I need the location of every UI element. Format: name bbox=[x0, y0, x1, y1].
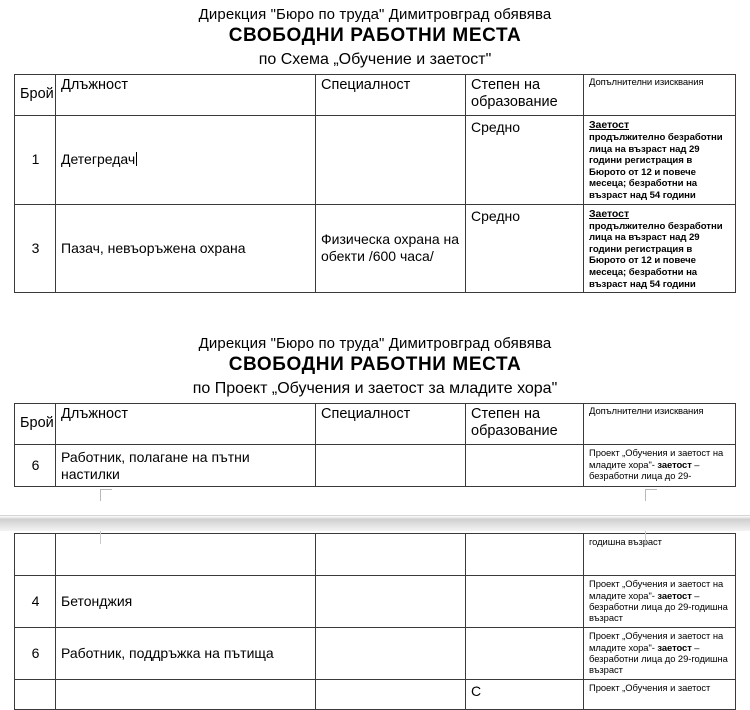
jobs-table-section-2 bbox=[14, 403, 736, 487]
cell-specialty bbox=[316, 445, 466, 487]
cell-specialty bbox=[316, 534, 466, 576]
requirement-text-bold: заетост bbox=[657, 641, 692, 653]
cell-count: 1 bbox=[15, 116, 56, 205]
column-header-position: Длъжност bbox=[56, 404, 316, 445]
column-header-requirements: Допълнителни изисквания bbox=[584, 75, 736, 116]
cell-requirements bbox=[584, 576, 736, 628]
cell-requirements bbox=[584, 628, 736, 680]
cell-position-text: Детегредач bbox=[61, 151, 136, 168]
cell-specialty bbox=[316, 628, 466, 680]
column-header-position: Длъжност bbox=[56, 75, 316, 116]
requirement-title: Заетост bbox=[589, 119, 630, 131]
cell-specialty: Физическа охрана на обекти /600 часа/ bbox=[316, 204, 466, 293]
cell-position bbox=[56, 680, 316, 710]
section-1-heading-line3: по Схема „Обучение и заетост" bbox=[258, 51, 492, 68]
section-2-heading-line2: СВОБОДНИ РАБОТНИ МЕСТА bbox=[228, 354, 522, 376]
crop-tick-top-left bbox=[100, 531, 101, 544]
section-1-heading bbox=[0, 0, 750, 74]
section-2-heading-line1: Дирекция "Бюро по труда" Димитровград обявява bbox=[198, 335, 552, 353]
table-header-row bbox=[15, 75, 736, 116]
cell-education bbox=[466, 576, 584, 628]
cell-count: 6 bbox=[15, 445, 56, 487]
cell-position bbox=[56, 534, 316, 576]
table-header-row bbox=[15, 404, 736, 445]
cell-education: С bbox=[466, 680, 584, 710]
column-header-count: Брой bbox=[15, 75, 56, 116]
section-1-heading-line1: Дирекция "Бюро по труда" Димитровград обявява bbox=[198, 6, 552, 23]
cell-requirements bbox=[584, 680, 736, 710]
cell-position: Работник, полагане на пътни настилки bbox=[56, 445, 316, 487]
jobs-table-section-1 bbox=[14, 74, 736, 293]
crop-tick-top-right bbox=[645, 531, 646, 544]
section-1-heading-line2: СВОБОДНИ РАБОТНИ МЕСТА bbox=[228, 25, 522, 46]
text-cursor-caret bbox=[136, 152, 137, 166]
column-header-count: Брой bbox=[15, 404, 56, 445]
cell-requirements bbox=[584, 116, 736, 205]
column-header-specialty: Специалност bbox=[316, 75, 466, 116]
column-header-education: Степен на образование bbox=[466, 75, 584, 116]
column-header-specialty: Специалност bbox=[316, 404, 466, 445]
requirement-text-before: Проект „Обучения и заетост на младите хора"- bbox=[589, 447, 724, 470]
cell-education bbox=[466, 534, 584, 576]
cell-education bbox=[466, 628, 584, 680]
table-row bbox=[15, 534, 736, 576]
cell-requirements bbox=[584, 204, 736, 293]
table-row bbox=[15, 628, 736, 680]
requirement-text-after: – безработни лица до 29- bbox=[589, 458, 700, 481]
cell-count: 3 bbox=[15, 204, 56, 293]
cell-position: Работник, поддръжка на пътища bbox=[56, 628, 316, 680]
cell-count: 4 bbox=[15, 576, 56, 628]
cell-requirements-continuation: годишна възраст bbox=[584, 534, 736, 576]
cell-specialty bbox=[316, 680, 466, 710]
requirement-text-bold: заетост bbox=[657, 589, 692, 601]
crop-mark-bottom-right bbox=[645, 489, 657, 501]
requirement-text-after: – безработни лица до 29-годишна възраст bbox=[589, 641, 728, 676]
requirement-body: продължително безработни лица на възраст над 29 години регистрация в Бюрото от 12 и повече месеца; безработни на възраст над 54 години bbox=[589, 220, 723, 290]
cell-specialty bbox=[316, 576, 466, 628]
requirement-text-before: Проект „Обучения и заетост bbox=[589, 682, 711, 694]
cell-count bbox=[15, 534, 56, 576]
cell-requirements bbox=[584, 445, 736, 487]
cell-education bbox=[466, 445, 584, 487]
table-row bbox=[15, 576, 736, 628]
table-row bbox=[15, 116, 736, 205]
section-2-heading-line3: по Проект „Обучения и заетост за младите хора" bbox=[192, 380, 558, 398]
requirement-text-bold: заетост bbox=[657, 458, 692, 470]
section-2-heading bbox=[0, 329, 750, 403]
requirement-text-before: Проект „Обучения и заетост на младите хора"- bbox=[589, 630, 724, 653]
page-break-separator bbox=[0, 487, 750, 533]
column-header-requirements: Допълнителни изисквания bbox=[584, 404, 736, 445]
cell-position: Бетонджия bbox=[56, 576, 316, 628]
section-spacer bbox=[0, 293, 750, 329]
cell-specialty bbox=[316, 116, 466, 205]
cell-count: 6 bbox=[15, 628, 56, 680]
requirement-text-after: – безработни лица до 29-годишна възраст bbox=[589, 589, 728, 624]
requirement-text-before: Проект „Обучения и заетост на младите хора"- bbox=[589, 578, 724, 601]
cell-education: Средно bbox=[466, 116, 584, 205]
table-row bbox=[15, 204, 736, 293]
cell-position: Пазач, невъоръжена охрана bbox=[56, 204, 316, 293]
requirement-body: продължително безработни лица на възраст над 29 години регистрация в Бюрото от 12 и повече месеца; безработни на възраст над 54 години bbox=[589, 132, 723, 201]
column-header-education: Степен на образование bbox=[466, 404, 584, 445]
crop-mark-bottom-left bbox=[100, 489, 112, 501]
table-row bbox=[15, 445, 736, 487]
table-row-partial bbox=[15, 680, 736, 710]
requirement-title: Заетост bbox=[589, 207, 630, 220]
cell-count bbox=[15, 680, 56, 710]
page-break-band bbox=[0, 515, 750, 531]
cell-education: Средно bbox=[466, 204, 584, 293]
cell-position[interactable] bbox=[56, 116, 316, 205]
jobs-table-section-2-continued bbox=[14, 533, 736, 710]
